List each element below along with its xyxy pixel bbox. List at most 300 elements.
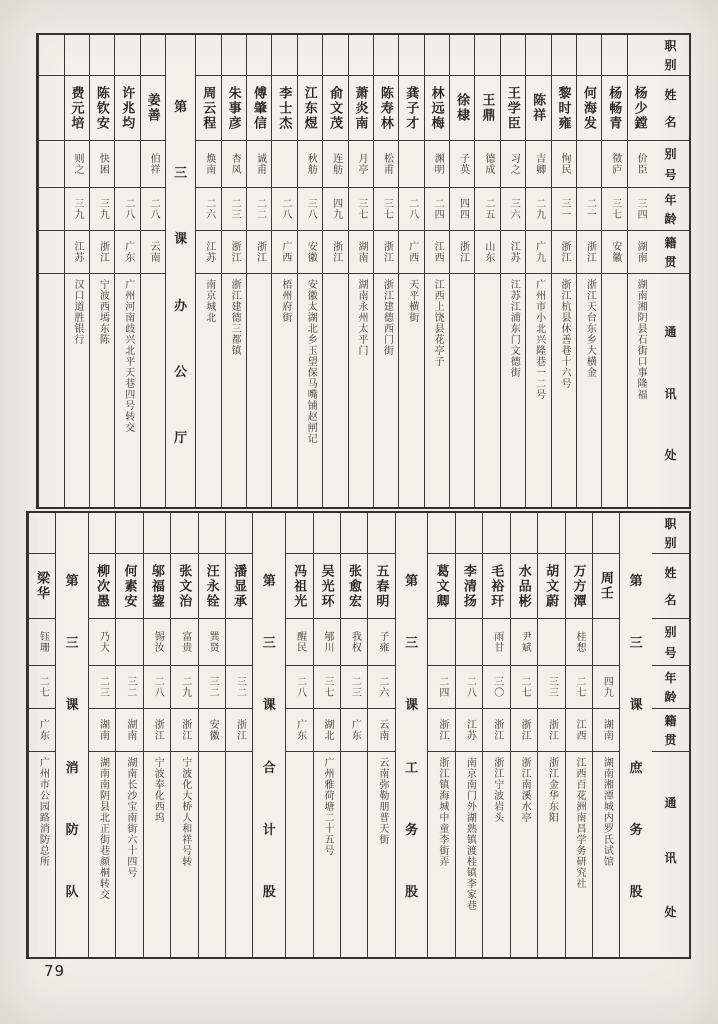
age-cell: 二七 [511, 666, 537, 709]
alias-cell: 锡汝 [144, 619, 170, 666]
alias-cell [272, 141, 296, 188]
name-cell: 王学臣 [501, 76, 525, 141]
person-column [474, 35, 499, 507]
person-column [64, 35, 89, 507]
roster-table-top [36, 33, 691, 509]
alias-cell: 子英 [450, 141, 474, 188]
row-header-origin: 籍 贯 [652, 709, 689, 752]
name-cell: 朱事彦 [222, 76, 246, 141]
person-column [143, 513, 170, 957]
age-cell: 四四 [450, 188, 474, 231]
age-cell: 二三 [222, 188, 246, 231]
contact-cell: 宁波化大桥人和祥号转 [179, 757, 191, 867]
duty-cell [368, 513, 394, 554]
alias-cell: 吉卿 [526, 141, 550, 188]
alias-cell: 巽贤 [199, 619, 225, 666]
origin-cell: 湖南 [593, 709, 619, 752]
contact-cell: 湖南南阴县北正街巷颜桐转交 [97, 757, 109, 900]
alias-cell: 子雍 [368, 619, 394, 666]
alias-cell [428, 619, 454, 666]
origin-cell: 浙江 [247, 231, 271, 274]
origin-cell: 浙江 [511, 709, 537, 752]
origin-cell: 江苏 [65, 231, 89, 274]
contact-cell: 浙江杭县休善巷十六号 [558, 279, 570, 389]
section-title: 第 三 课 合 计 股 [262, 573, 276, 899]
duty-cell [298, 35, 322, 76]
person-column [627, 35, 652, 507]
person-column [89, 35, 114, 507]
duty-cell [526, 35, 550, 76]
duty-cell [171, 513, 197, 554]
duty-cell [628, 35, 652, 76]
age-cell: 二二 [247, 188, 271, 231]
duty-cell [577, 35, 601, 76]
age-cell: 二八 [399, 188, 423, 231]
duty-cell [90, 35, 114, 76]
person-column [322, 35, 347, 507]
row-header-age: 年 龄 [652, 666, 689, 709]
contact-cell [247, 274, 271, 507]
contact-cell [226, 752, 252, 957]
duty-cell [511, 513, 537, 554]
alias-cell: 尹斌 [511, 619, 537, 666]
age-cell: 二七 [566, 666, 592, 709]
contact-cell: 南京城北 [203, 279, 215, 323]
alias-cell: 郇川 [314, 619, 340, 666]
duty-cell [456, 513, 482, 554]
alias-cell: 醒民 [286, 619, 312, 666]
origin-cell: 广东 [286, 709, 312, 752]
person-column [340, 513, 367, 957]
name-cell: 李清扬 [456, 554, 482, 619]
row-header-origin: 籍 贯 [652, 231, 689, 274]
age-cell: 二一 [577, 188, 601, 231]
row-header-age: 年 龄 [652, 188, 689, 231]
duty-cell [272, 35, 296, 76]
age-cell: 四九 [323, 188, 347, 231]
person-column [551, 35, 576, 507]
person-column [348, 35, 373, 507]
name-cell: 何素安 [116, 554, 142, 619]
contact-cell: 湖南长沙宝南街六十四号 [124, 757, 136, 878]
origin-cell: 广东 [115, 231, 139, 274]
duty-cell [483, 513, 509, 554]
contact-cell: 湖南永州太平门 [355, 279, 367, 356]
name-cell: 胡文蔚 [538, 554, 564, 619]
contact-cell [450, 274, 474, 507]
duty-cell [116, 513, 142, 554]
name-cell: 水品彬 [511, 554, 537, 619]
age-cell: 三八 [298, 188, 322, 231]
person-column [373, 35, 398, 507]
duty-cell [501, 35, 525, 76]
age-cell: 二六 [196, 188, 220, 231]
person-column [424, 35, 449, 507]
alias-cell: 杏凤 [222, 141, 246, 188]
person-column [455, 513, 482, 957]
row-header-name: 姓 名 [652, 554, 689, 619]
origin-cell: 安徽 [298, 231, 322, 274]
origin-cell: 浙江 [483, 709, 509, 752]
name-cell: 周壬 [593, 554, 619, 619]
contact-cell: 梧州府街 [279, 279, 291, 323]
age-cell: 三二 [116, 666, 142, 709]
contact-cell: 宁波奉化西坞 [152, 757, 164, 823]
page-number: 79 [44, 962, 66, 980]
age-cell: 二三 [89, 666, 115, 709]
origin-cell: 江苏 [501, 231, 525, 274]
name-cell: 梁华 [29, 554, 55, 619]
person-column [576, 35, 601, 507]
alias-cell: 月亭 [349, 141, 373, 188]
row-header-contact: 通 讯 处 [664, 796, 677, 919]
age-cell: 三三 [538, 666, 564, 709]
origin-cell: 湖南 [349, 231, 373, 274]
name-cell: 毛裕玕 [483, 554, 509, 619]
name-cell: 杨少鏜 [628, 76, 652, 141]
age-cell: 二八 [144, 666, 170, 709]
alias-cell: 诚甫 [247, 141, 271, 188]
alias-cell: 渊明 [425, 141, 449, 188]
origin-cell: 云南 [368, 709, 394, 752]
contact-cell: 南京南门外湖熟镇渡桂镇李家巷 [464, 757, 476, 911]
origin-cell: 云南 [141, 231, 165, 274]
age-cell: 二八 [141, 188, 165, 231]
duty-cell [399, 35, 423, 76]
name-cell: 许兆均 [115, 76, 139, 141]
origin-cell: 广西 [272, 231, 296, 274]
duty-cell [349, 35, 373, 76]
age-cell: 三一 [552, 188, 576, 231]
name-cell: 何海发 [577, 76, 601, 141]
name-cell: 葛文卿 [428, 554, 454, 619]
person-column [592, 513, 619, 957]
duty-cell [141, 35, 165, 76]
origin-cell: 浙江 [226, 709, 252, 752]
name-cell: 王鼎 [475, 76, 499, 141]
duty-cell [222, 35, 246, 76]
contact-cell: 湖南湘阴县石街口事隆福 [635, 279, 647, 400]
duty-cell [374, 35, 398, 76]
name-cell: 张文治 [171, 554, 197, 619]
age-cell: 二九 [171, 666, 197, 709]
duty-cell [602, 35, 626, 76]
row-header-duty: 职 别 [652, 513, 689, 554]
person-column [367, 513, 394, 957]
row-header-contact: 通 讯 处 [664, 325, 677, 462]
duty-cell [475, 35, 499, 76]
contact-cell: 浙江建德西门街 [381, 279, 393, 356]
origin-cell: 浙江 [90, 231, 114, 274]
alias-cell: 我权 [341, 619, 367, 666]
origin-cell: 浙江 [323, 231, 347, 274]
duty-cell [286, 513, 312, 554]
contact-cell: 天平横街 [406, 279, 418, 323]
person-column [170, 513, 197, 957]
contact-cell: 汉口道胜银行 [71, 279, 83, 345]
alias-cell [538, 619, 564, 666]
contact-cell [141, 274, 165, 507]
age-cell: 三七 [374, 188, 398, 231]
duty-cell [314, 513, 340, 554]
origin-cell: 广东 [341, 709, 367, 752]
contact-cell: 广州市公园路消防总所 [37, 757, 49, 867]
origin-cell: 湖南 [116, 709, 142, 752]
person-column [115, 513, 142, 957]
person-column [140, 35, 165, 507]
contact-cell [341, 752, 367, 957]
age-cell [39, 188, 63, 231]
contact-cell [323, 274, 347, 507]
contact-cell [39, 274, 63, 507]
person-column [195, 35, 220, 507]
age-cell: 二五 [475, 188, 499, 231]
duty-cell [425, 35, 449, 76]
origin-cell: 浙江 [144, 709, 170, 752]
origin-cell [39, 231, 63, 274]
duty-cell [428, 513, 454, 554]
name-cell: 俞文茂 [323, 76, 347, 141]
age-cell: 三七 [349, 188, 373, 231]
duty-cell [593, 513, 619, 554]
origin-cell: 广九 [526, 231, 550, 274]
duty-cell [552, 35, 576, 76]
person-column [427, 513, 454, 957]
origin-cell: 浙江 [577, 231, 601, 274]
alias-cell [577, 141, 601, 188]
person-column [271, 35, 296, 507]
alias-cell: 松甫 [374, 141, 398, 188]
origin-cell: 浙江 [171, 709, 197, 752]
origin-cell: 浙江 [552, 231, 576, 274]
origin-cell: 江西 [566, 709, 592, 752]
name-cell: 柳次愚 [89, 554, 115, 619]
duty-cell [247, 35, 271, 76]
empty-column [38, 35, 63, 507]
alias-cell: 富贵 [171, 619, 197, 666]
contact-cell: 湖南湘潭城内罗氏试馆 [601, 757, 613, 867]
person-column [28, 513, 55, 957]
name-cell: 杨畅青 [602, 76, 626, 141]
origin-cell: 湖南 [628, 231, 652, 274]
contact-cell: 江苏江浦东门文德街 [508, 279, 520, 378]
name-cell: 龚子才 [399, 76, 423, 141]
contact-cell: 浙江南溪水亭 [519, 757, 531, 823]
name-cell: 万方潭 [566, 554, 592, 619]
age-cell: 三二 [226, 666, 252, 709]
person-column [482, 513, 509, 957]
contact-cell [602, 274, 626, 507]
person-column [285, 513, 312, 957]
alias-cell: 秋舫 [298, 141, 322, 188]
origin-cell: 安徽 [602, 231, 626, 274]
age-cell: 二八 [115, 188, 139, 231]
person-column [246, 35, 271, 507]
name-cell: 潘显承 [226, 554, 252, 619]
origin-cell: 江西 [425, 231, 449, 274]
row-header-column [652, 35, 689, 507]
name-cell: 林远梅 [425, 76, 449, 141]
duty-cell [323, 35, 347, 76]
age-cell: 三九 [90, 188, 114, 231]
contact-cell: 宁波西墕东陈 [97, 279, 109, 345]
name-cell: 萧炎南 [349, 76, 373, 141]
alias-cell [115, 141, 139, 188]
age-cell: 三九 [65, 188, 89, 231]
person-column [313, 513, 340, 957]
row-header-column [652, 513, 689, 957]
person-column [500, 35, 525, 507]
row-header-alias: 别 号 [652, 619, 689, 666]
age-cell: 二四 [428, 666, 454, 709]
row-header-name: 姓 名 [652, 76, 689, 141]
person-column [198, 513, 225, 957]
age-cell: 三七 [602, 188, 626, 231]
origin-cell: 广东 [29, 709, 55, 752]
duty-cell [199, 513, 225, 554]
person-column [601, 35, 626, 507]
contact-cell: 浙江金华东阳 [546, 757, 558, 823]
age-cell: 二八 [272, 188, 296, 231]
name-cell: 徐棣 [450, 76, 474, 141]
alias-cell: 焕南 [196, 141, 220, 188]
age-cell: 二八 [286, 666, 312, 709]
duty-cell [196, 35, 220, 76]
roster-table-bottom [26, 511, 691, 959]
alias-cell: 雨甘 [483, 619, 509, 666]
origin-cell: 浙江 [450, 231, 474, 274]
alias-cell [399, 141, 423, 188]
name-cell [39, 76, 63, 141]
person-column [88, 513, 115, 957]
contact-cell: 云南弥勒朋普天街 [376, 757, 388, 845]
section-title-column [252, 513, 285, 957]
duty-cell [566, 513, 592, 554]
contact-cell [475, 274, 499, 507]
person-column [297, 35, 322, 507]
person-column [449, 35, 474, 507]
origin-cell: 浙江 [428, 709, 454, 752]
duty-cell [450, 35, 474, 76]
alias-cell: 桂惒 [566, 619, 592, 666]
age-cell: 二九 [526, 188, 550, 231]
duty-cell [226, 513, 252, 554]
alias-cell: 则之 [65, 141, 89, 188]
name-cell: 张愈宏 [341, 554, 367, 619]
age-cell: 二八 [456, 666, 482, 709]
person-column [398, 35, 423, 507]
name-cell: 费元培 [65, 76, 89, 141]
contact-cell: 浙江镇海城中童李街弄 [436, 757, 448, 867]
origin-cell: 江苏 [456, 709, 482, 752]
alias-cell: 快困 [90, 141, 114, 188]
duty-cell [115, 35, 139, 76]
alias-cell [593, 619, 619, 666]
origin-cell: 湖北 [314, 709, 340, 752]
name-cell: 陈寿林 [374, 76, 398, 141]
person-column [565, 513, 592, 957]
duty-cell [341, 513, 367, 554]
alias-cell [116, 619, 142, 666]
alias-cell [39, 141, 63, 188]
section-title-column [55, 513, 88, 957]
section-title: 第 三 课 消 防 队 [65, 573, 79, 899]
duty-cell [65, 35, 89, 76]
person-column [510, 513, 537, 957]
person-column [537, 513, 564, 957]
age-cell: 三四 [628, 188, 652, 231]
name-cell: 五春明 [368, 554, 394, 619]
alias-cell: 价臣 [628, 141, 652, 188]
name-cell: 黎时雍 [552, 76, 576, 141]
row-header-duty: 职 别 [652, 35, 689, 76]
section-title: 第 三 课 工 务 股 [405, 573, 419, 899]
age-cell: 二七 [29, 666, 55, 709]
section-title: 第 三 课 庶 务 股 [629, 573, 643, 899]
age-cell: 二三 [341, 666, 367, 709]
name-cell: 冯祖光 [286, 554, 312, 619]
origin-cell: 浙江 [222, 231, 246, 274]
section-title: 第 三 课 办 公 厅 [174, 99, 188, 445]
alias-cell: 钰珊 [29, 619, 55, 666]
contact-cell [199, 752, 225, 957]
origin-cell: 浙江 [374, 231, 398, 274]
alias-cell: 徵庐 [602, 141, 626, 188]
name-cell: 周云程 [196, 76, 220, 141]
section-title-column [395, 513, 428, 957]
name-cell: 吴光环 [314, 554, 340, 619]
name-cell: 邬福鋆 [144, 554, 170, 619]
age-cell: 四九 [593, 666, 619, 709]
section-title-column [619, 513, 652, 957]
alias-cell: 德成 [475, 141, 499, 188]
name-cell: 姜善 [141, 76, 165, 141]
duty-cell [39, 35, 63, 76]
origin-cell: 广西 [399, 231, 423, 274]
origin-cell: 湖南 [89, 709, 115, 752]
contact-cell: 浙江宁波岩头 [491, 757, 503, 823]
person-column [221, 35, 246, 507]
contact-cell: 安徽太湖北乡玉望保马嘴铺赵闸记 [305, 279, 317, 444]
person-column [525, 35, 550, 507]
contact-cell: 浙江建德三都镇 [229, 279, 241, 356]
contact-cell: 广州市小北兴隆巷一二号 [533, 279, 545, 400]
contact-cell: 浙江天台东乡大横金 [584, 279, 596, 378]
name-cell: 傅肇信 [247, 76, 271, 141]
row-header-alias: 别 号 [652, 141, 689, 188]
person-column [114, 35, 139, 507]
contact-cell: 广州河南歧兴北平天巷四号转交 [122, 279, 134, 433]
alias-cell [456, 619, 482, 666]
contact-cell: 江西百花洲南昌学务研究社 [573, 757, 585, 889]
origin-cell: 江苏 [196, 231, 220, 274]
duty-cell [89, 513, 115, 554]
origin-cell: 浙江 [538, 709, 564, 752]
alias-cell: 连舫 [323, 141, 347, 188]
person-column [225, 513, 252, 957]
contact-cell: 广州雅荷塘二十五号 [322, 757, 334, 856]
age-cell: 二四 [425, 188, 449, 231]
age-cell: 三〇 [483, 666, 509, 709]
alias-cell: 恂民 [552, 141, 576, 188]
name-cell: 江东煜 [298, 76, 322, 141]
contact-cell: 江西上饶县花亭子 [432, 279, 444, 367]
duty-cell [144, 513, 170, 554]
section-title-column [165, 35, 195, 507]
alias-cell: 乃大 [89, 619, 115, 666]
age-cell: 三二 [199, 666, 225, 709]
alias-cell: 习之 [501, 141, 525, 188]
